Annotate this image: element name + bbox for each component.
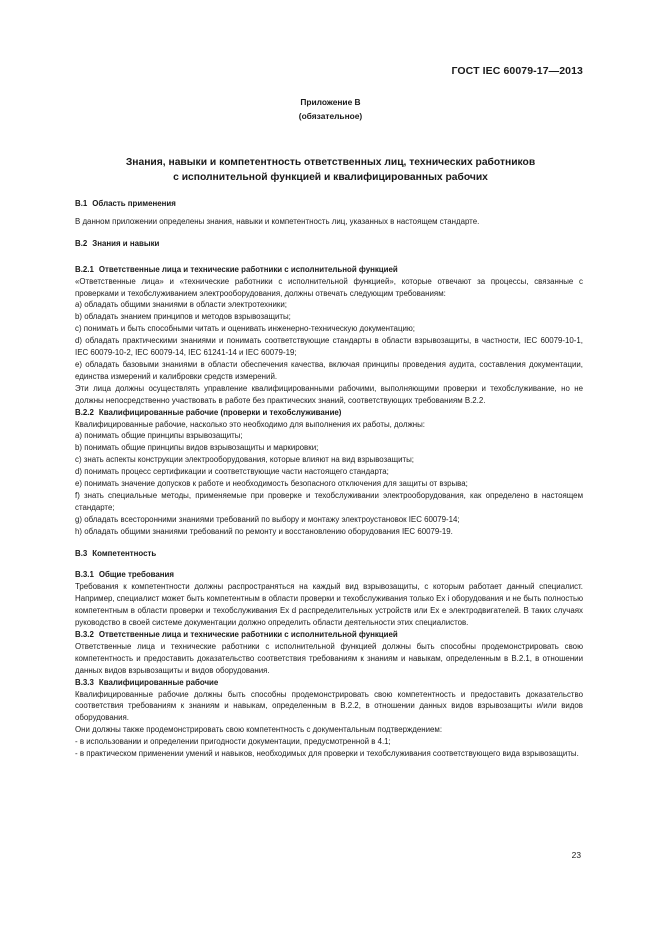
list-item: g) обладать всесторонними знаниями требований по выбору и монтажу электроустановок IEC 60079-14; [75, 514, 460, 524]
list-item: - в использовании и определении пригодности документации, предусмотренной в 4.1; [75, 737, 391, 747]
list-item: d) обладать практическими знаниями и понимать соответствующие стандарты в области взрывозащиты, в частности, IEC 60079-10-1, IEC 60079-10-2, IEC 60079-14, IEC 61241-14 и IEC 60079-19; [75, 336, 583, 358]
subsection-heading-b22 [75, 407, 583, 419]
list-item: - в практическом применении умений и навыков, необходимых для проверки и техобслуживания соответствующего вида взрывозащиты. [75, 749, 579, 759]
section-title: Ответственные лица и технические работники с исполнительной функцией [98, 630, 398, 639]
section-title: Общие требования [98, 570, 174, 580]
paragraph: Эти лица должны осуществлять управление квалифицированными рабочими, выполняющими проверки и техобслуживание, но не должны непосредственно участвовать в работе без практических знаний, соответствующих требованиям B.2.2. [75, 383, 583, 405]
subsection-heading-b31 [75, 569, 583, 581]
subsection-heading-b21 [75, 264, 583, 276]
section-title: Квалифицированные рабочие (проверки и техобслуживание) [98, 407, 342, 417]
list-item: c) понимать и быть способными читать и оценивать инженерно-техническую документацию; [75, 324, 415, 334]
document-title-line-2: с исполнительной функцией и квалифицированных рабочих [173, 171, 488, 183]
annex-status: (обязательное) [298, 111, 363, 121]
list-item: b) обладать знанием принципов и методов взрывозащиты; [75, 312, 291, 322]
list-item: e) обладать базовыми знаниями в области обеспечения качества, включая принципы проведения аудита, составления документации, единства измерений и калибровки средств измерений. [75, 359, 583, 381]
section-heading-b3 [75, 548, 583, 560]
paragraph: Квалифицированные рабочие должны быть способны продемонстрировать свою компетентность и предоставить доказательство соответствия требованиям к знаниям и навыкам, определенным в B.2.2, в отношении данных видов взрывозащиты и/или видов оборудования. [75, 689, 583, 723]
section-title: Квалифицированные рабочие [98, 677, 219, 687]
list-item: b) понимать общие принципы видов взрывозащиты и маркировки; [75, 443, 319, 453]
document-title [0, 156, 661, 185]
page-number: 23 [571, 850, 581, 860]
list-item: a) понимать общие принципы взрывозащиты; [75, 431, 243, 441]
section-number: B.2 [75, 238, 88, 248]
paragraph: В данном приложении определены знания, навыки и компетентность лиц, указанных в настоящем стандарте. [75, 216, 480, 226]
list-item: d) понимать процесс сертификации и соответствующие части настоящего стандарта; [75, 467, 389, 477]
body-content [75, 198, 583, 760]
section-number: B.3.3 [75, 677, 94, 687]
standard-code: ГОСТ IEC 60079-17—2013 [451, 65, 583, 77]
list-item: c) знать аспекты конструкции электрооборудования, которые влияют на вид взрывозащиты; [75, 455, 414, 465]
section-heading-b2 [75, 238, 583, 250]
document-title-line-1: Знания, навыки и компетентность ответственных лиц, технических работников [125, 157, 536, 168]
subsection-heading-b32 [75, 629, 583, 641]
section-title: Знания и навыки [92, 238, 160, 248]
paragraph: Они должны также продемонстрировать свою компетентность с документальным подтверждением: [75, 725, 443, 735]
subsection-heading-b33 [75, 677, 583, 689]
section-title: Компетентность [92, 548, 157, 558]
annex-heading [0, 95, 661, 123]
section-number: B.3 [75, 548, 88, 558]
list-item: h) обладать общими знаниями требований по ремонту и восстановлению оборудования IEC 60079-19. [75, 526, 453, 536]
section-number: B.1 [75, 199, 88, 208]
section-number: B.2.2 [75, 407, 94, 417]
paragraph: Ответственные лица и технические работники с исполнительной функцией должны быть способны продемонстрировать свою компетентность и предоставить доказательство соответствия требованиям к знаниям и навыкам, определенным в B.2.1, в отношении данных видов взрывозащиты и видов оборудования. [75, 641, 583, 675]
list-item: f) знать специальные методы, применяемые при проверке и техобслуживании электрооборудования, как определено в настоящем стандарте; [75, 490, 583, 512]
paragraph: «Ответственные лица» и «технические работники с исполнительной функцией», которые отвечают за процессы, связанные с проверками и техобслуживанием электрооборудования, должны отвечать следующим требованиям: [75, 276, 583, 298]
section-title: Ответственные лица и технические работники с исполнительной функцией [98, 264, 398, 274]
paragraph: Требования к компетентности должны распространяться на каждый вид взрывозащиты, с которым работает данный специалист. Например, специалист может быть компетентным в области проверки и техобслуживания только Ex i оборудования и не быть полностью компетентным в области проверки и техобслуживания Ex d распределительных устройств или Ex e электродвигателей. В таких случаях руководство в своей системе документации должно определить области деятельности этих специалистов. [75, 582, 583, 628]
list-item: a) обладать общими знаниями в области электротехники; [75, 300, 287, 310]
section-number: B.3.1 [75, 570, 94, 580]
annex-label: Приложение B [300, 97, 361, 107]
paragraph: Квалифицированные рабочие, насколько это необходимо для выполнения их работы, должны: [75, 419, 425, 429]
section-number: B.2.1 [75, 264, 94, 274]
list-item: e) понимать значение допусков к работе и необходимость безопасного отключения для защиты от взрыва; [75, 479, 468, 489]
section-heading-b1 [75, 198, 583, 210]
section-title: Область применения [92, 199, 176, 208]
section-number: B.3.2 [75, 630, 94, 639]
